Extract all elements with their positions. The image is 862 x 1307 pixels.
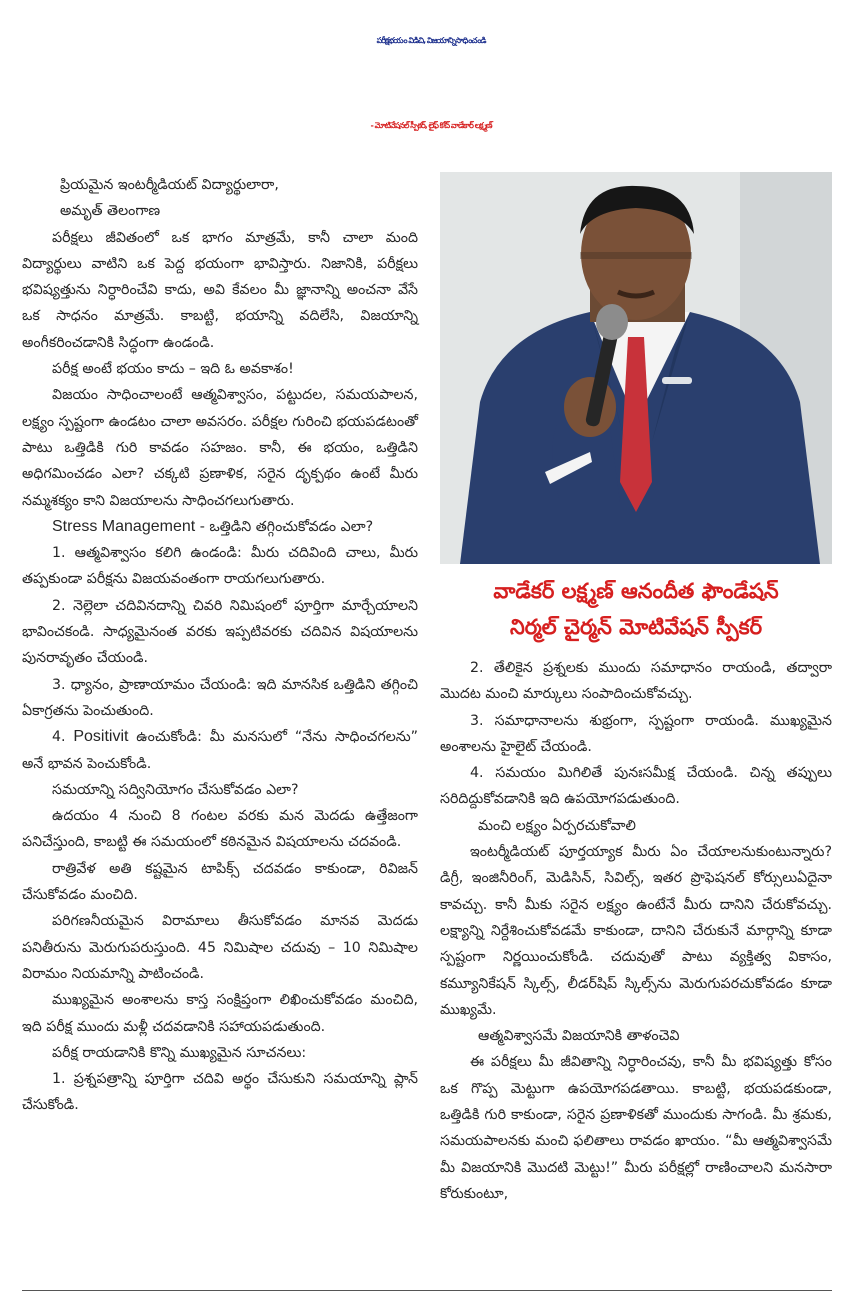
caption-line-2: నిర్మల్ చైర్మన్ మోటివేషన్ స్పీకర్ [509, 615, 763, 639]
exam-tip-2: 2. తేలికైన ప్రశ్నలకు ముందు సమాధానం రాయండి, తద్వారా మొదట మంచి మార్కులు సంపాదించుకోవచ్చు. [440, 660, 832, 703]
stress-heading-en: Stress Management [52, 517, 196, 535]
subheadline: - మోటివేషనల్ స్పీకర్, లైఫ్ కోచ్ వాడేకార్ లక్ష్మణ్ [370, 121, 492, 130]
time-paragraph-2: రాత్రివేళ అతి కష్టమైన టాపిక్స్ చదవడం కాకుండా, రివిజన్ చేసుకోవడం మంచిది. [22, 860, 418, 904]
headline: పరీక్షభయం విడిచి, విజయాన్నిసాధించండి [376, 36, 486, 45]
section-heading-stress [22, 514, 418, 540]
caption-line-1: వాడేకర్ లక్ష్మణ్ ఆనందీత ఫౌండేషన్ [493, 579, 779, 603]
stress-tip-1: 1. ఆత్మవిశ్వాసం కలిగి ఉండండి: మీరు చదివింది చాలు, మీరు తప్పకుండా పరీక్షను విజయవంతంగా రాయగలుగుతారు. [22, 545, 418, 588]
greeting-place: అమృత్ తెలంగాణ [60, 203, 161, 220]
section-heading-goal: మంచి లక్ష్యం ఏర్పరచుకోవాలి [478, 817, 636, 834]
exam-tip-1: 1. ప్రశ్నపత్రాన్ని పూర్తిగా చదివి అర్థం చేసుకుని సమయాన్ని ప్లాన్ చేసుకోండి. [22, 1071, 418, 1114]
exam-tip-4: 4. సమయం మిగిలితే పునఃసమీక్ష చేయండి. చిన్న తప్పులు సరిదిద్దుకోవడానికి ఇది ఉపయోగపడుతుంది. [440, 765, 832, 808]
left-column [22, 172, 418, 1119]
photo-caption [440, 573, 832, 645]
right-column [440, 655, 832, 1207]
stress-tip-4 [22, 724, 418, 777]
speaker-photo-illustration [440, 172, 832, 564]
stress-tip-2: 2. నెల్లెలా చదివినదాన్ని చివరి నిమిషంలో పూర్తిగా మార్చేయాలని భావించకండి. సాధ్యమైనంత వరకు ఇప్పటివరకు చదివిన విషయాలను పునరావృతం చేయండి. [22, 597, 418, 667]
stress-tip-3: 3. ధ్యానం, ప్రాణాయామం చేయండి: ఇది మానసిక ఒత్తిడిని తగ్గించి ఏకాగ్రతను పెంచుతుంది. [22, 676, 418, 719]
section-heading-exam-tips: పరీక్ష రాయడానికి కొన్ని ముఖ్యమైన సూచనలు: [52, 1044, 307, 1061]
time-paragraph-1: ఉదయం 4 నుంచి 8 గంటల వరకు మన మెదడు ఉత్తేజంగా పనిచేస్తుంది, కాబట్టి ఈ సమయంలో కఠినమైన విషయాలను చదవండి. [22, 808, 418, 851]
closing-paragraph: ఈ పరీక్షలు మీ జీవితాన్ని నిర్ధారించవు, కానీ మీ భవిష్యత్తు కోసం ఒక గొప్ప మెట్టుగా ఉపయోగపడతాయి. కాబట్టి, భయపడకుండా, ఒత్తిడికి గురి కాకుండా, సరైన ప్రణాళికతో ముందుకు సాగండి. మీ శ్రమకు, సమయపాలనకు మంచి ఫలితాలు రావడం ఖాయం. “మీ ఆత్మవిశ్వాసమే మీ విజయానికి మొదటి మెట్టు!” మీరు పరీక్షల్లో రాణించాలని మనసారా కోరుకుంటూ, [440, 1054, 832, 1202]
stress-tip-4-en: Positivit [73, 728, 129, 746]
stress-tip-4-number: 4. [52, 729, 74, 746]
stress-tip-4-te: ఉంచుకోండి: మీ మనసులో “నేను సాధించగలను” అనే భావన పెంచుకోండి. [22, 729, 418, 772]
speaker-photo [440, 172, 832, 564]
time-paragraph-4: ముఖ్యమైన అంశాలను కాస్త సంక్షిప్తంగా లిఖించుకోవడం మంచిది, ఇది పరీక్ష ముందు మళ్లీ చదవడానికి సహాయపడుతుంది. [22, 992, 418, 1035]
greeting-line: ప్రియమైన ఇంటర్మీడియట్ విద్యార్థులారా, [60, 177, 279, 193]
section-heading-fear: పరీక్ష అంటే భయం కాదు – ఇది ఓ అవకాశం! [52, 361, 294, 378]
goal-paragraph: ఇంటర్మీడియట్ పూర్తయ్యాక మీరు ఏం చేయాలనుకుంటున్నారు? డిగ్రీ, ఇంజినీరింగ్, మెడిసిన్, సివిల్స్, ఇతర ప్రొఫెషనల్ కోర్సులుఏదైనా కావచ్చు. కానీ మీకు సరైన లక్ష్యం ఉంటేనే మీరు దానిని చేరుకోవచ్చు. లక్ష్యాన్ని నిర్దేశించుకోవడమే కాకుండా, దానిని చేరుకునే మార్గాన్ని కూడా స్పష్టంగా నిర్ణయించుకోండి. చదువుతో పాటు వ్యక్తిత్వ వికాసం, కమ్యూనికేషన్ స్కిల్స్, లీడర్‌షిప్ స్కిల్స్‌ను మెరుగుపరచుకోవడం కూడా ముఖ్యమే. [440, 844, 832, 1018]
section-heading-time: సమయాన్ని సద్వినియోగం చేసుకోవడం ఎలా? [52, 781, 299, 798]
intro-paragraph: పరీక్షలు జీవితంలో ఒక భాగం మాత్రమే, కానీ చాలా మంది విద్యార్థులు వాటిని ఒక పెద్ద భయంగా భావిస్తారు. నిజానికి, పరీక్షలు భవిష్యత్తును నిర్ధారించేవి కాదు, అవి కేవలం మీ జ్ఞానాన్ని అంచనా వేసే ఒక సాధనం మాత్రమే. కాబట్టి, భయాన్ని వదిలేసి, విజయాన్ని అంగీకరించడానికి సిద్ధంగా ఉండండి. [22, 229, 418, 351]
time-paragraph-3: పరిగణనీయమైన విరామాలు తీసుకోవడం మానవ మెదడు పనితీరును మెరుగుపరుస్తుంది. 45 నిమిషాల చదువు – 10 నిమిషాల విరామం నియమాన్ని పాటించండి. [22, 913, 418, 982]
bottom-rule [22, 1290, 832, 1291]
success-paragraph: విజయం సాధించాలంటే ఆత్మవిశ్వాసం, పట్టుదల, సమయపాలన, లక్ష్యం స్పష్టంగా ఉండటం చాలా అవసరం. పరీక్షల గురించి భయపడటంతో పాటు ఒత్తిడికి గురి కావడం సహజం. కానీ, ఈ భయం, ఒత్తిడిని అధిగమించడం ఎలా? చక్కటి ప్రణాళిక, సరైన దృక్పథం ఉంటే మీరు నమ్మశక్యం కాని విజయాలను సాధించగలుగుతారు. [22, 387, 418, 509]
exam-tip-3: 3. సమాధానాలను శుభ్రంగా, స్పష్టంగా రాయండి. ముఖ్యమైన అంశాలను హైలైట్ చేయండి. [440, 712, 832, 755]
section-heading-confidence: ఆత్మవిశ్వాసమే విజయానికి తాళంచెవి [478, 1028, 680, 1045]
stress-heading-te: - ఒత్తిడిని తగ్గించుకోవడం ఎలా? [195, 518, 374, 535]
